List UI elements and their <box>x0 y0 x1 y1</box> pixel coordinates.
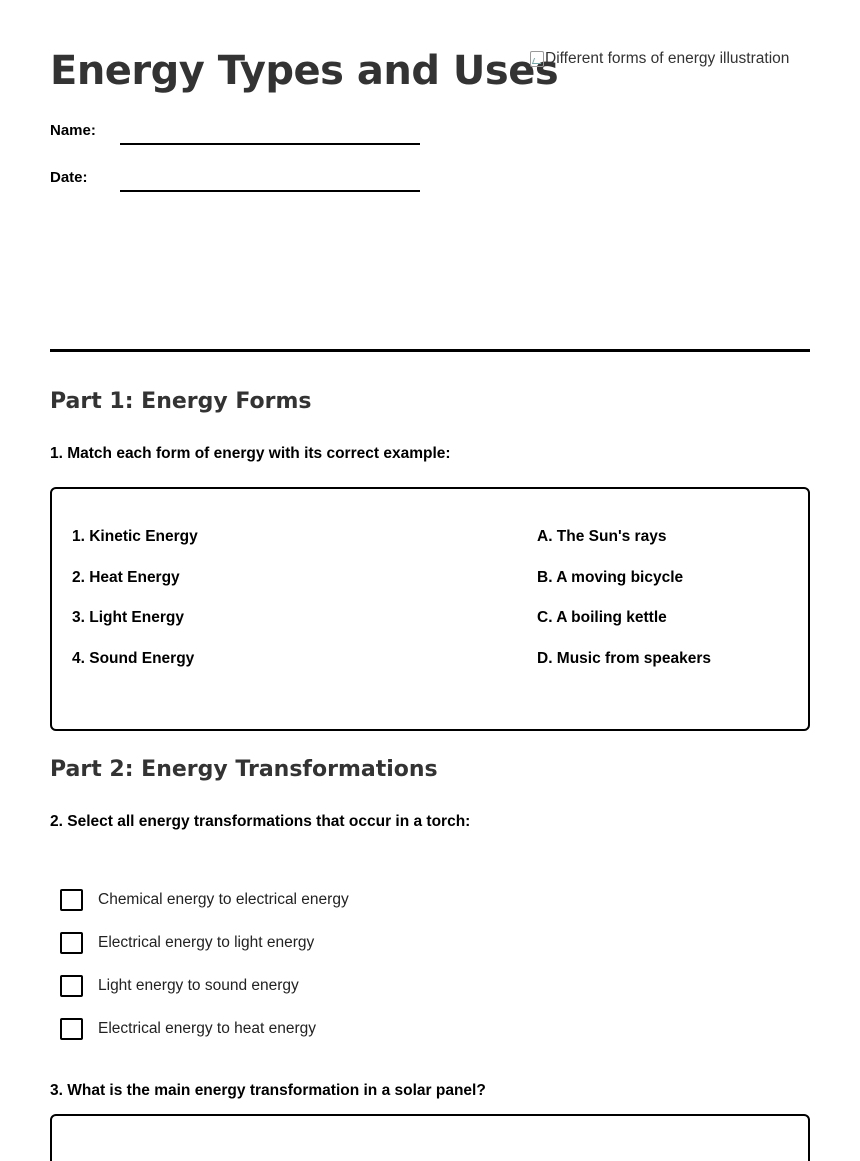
match-example-d: D. Music from speakers <box>537 650 712 668</box>
option-chemical-to-electrical <box>60 878 349 921</box>
part2-heading: Part 2: Energy Transformations <box>50 757 438 782</box>
examples-column <box>537 527 711 690</box>
option-electrical-to-heat <box>60 1007 349 1050</box>
match-item-sound: 4. Sound Energy <box>72 650 195 668</box>
match-item-light: 3. Light Energy <box>72 609 184 627</box>
match-example-a: A. The Sun's rays <box>537 528 667 545</box>
section-divider <box>50 349 810 352</box>
part1-heading: Part 1: Energy Forms <box>50 389 312 414</box>
option-label: Light energy to sound energy <box>98 976 299 994</box>
checkbox[interactable] <box>60 1018 83 1040</box>
image-alt-text: Different forms of energy illustration <box>545 50 790 67</box>
page-title: Energy Types and Uses <box>50 48 559 94</box>
match-example-c: C. A boiling kettle <box>537 609 667 627</box>
question-3: 3. What is the main energy transformation in a solar panel? <box>50 1082 486 1099</box>
option-light-to-sound <box>60 964 349 1007</box>
matching-box <box>50 487 810 731</box>
question-2: 2. Select all energy transformations that occur in a torch: <box>50 813 471 830</box>
match-item-kinetic: 1. Kinetic Energy <box>72 528 198 545</box>
match-example-b: B. A moving bicycle <box>537 568 684 586</box>
date-label: Date: <box>50 169 88 186</box>
name-label: Name: <box>50 122 96 139</box>
broken-image-icon <box>530 51 544 67</box>
option-label: Electrical energy to light energy <box>98 933 315 951</box>
date-field[interactable] <box>120 190 420 192</box>
checkbox[interactable] <box>60 975 83 997</box>
solar-panel-answer-field[interactable] <box>50 1114 810 1161</box>
energy-illustration-image <box>530 50 820 68</box>
option-label: Chemical energy to electrical energy <box>98 890 349 908</box>
torch-options-list <box>60 878 349 1050</box>
match-item-heat: 2. Heat Energy <box>72 568 180 586</box>
option-electrical-to-light <box>60 921 349 964</box>
name-field[interactable] <box>120 143 420 145</box>
checkbox[interactable] <box>60 889 83 911</box>
checkbox[interactable] <box>60 932 83 954</box>
question-1: 1. Match each form of energy with its correct example: <box>50 445 451 462</box>
option-label: Electrical energy to heat energy <box>98 1019 316 1037</box>
energy-forms-column <box>72 527 198 690</box>
